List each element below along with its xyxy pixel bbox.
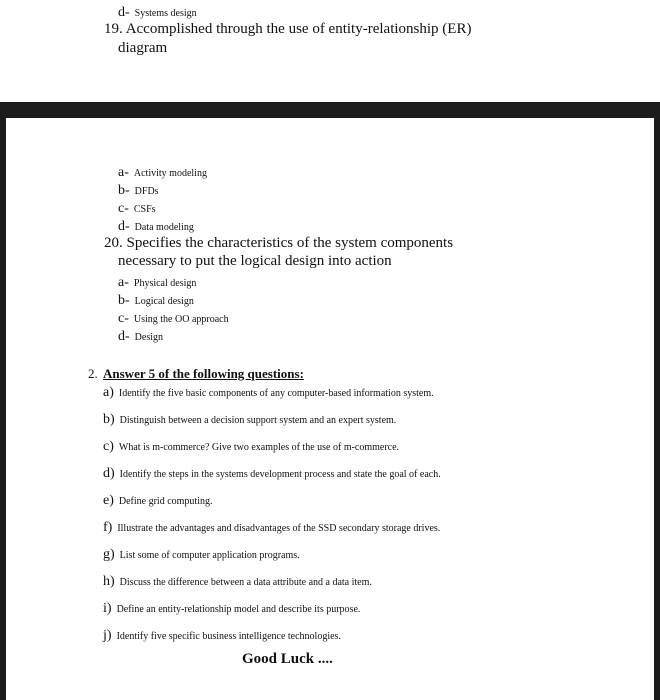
section-2-heading: [88, 366, 304, 382]
option-letter: d-: [118, 5, 130, 20]
q19-option-c: [118, 199, 156, 217]
q19-line1: [104, 21, 471, 38]
q20-option-b: [118, 291, 194, 309]
q19-option-d: [118, 217, 194, 235]
option-letter: b-: [118, 293, 130, 308]
question-item-a: [103, 383, 434, 401]
q19-text-line1: Accomplished through the use of entity-relationship (ER): [125, 21, 472, 37]
question-item-e: [103, 491, 212, 509]
item-letter: a): [103, 385, 114, 400]
option-text: DFDs: [134, 186, 159, 197]
q19-option-b: [118, 181, 159, 199]
item-letter: d): [103, 466, 115, 481]
item-letter: g): [103, 547, 115, 562]
item-text: Discuss the difference between a data attribute and a data item.: [119, 577, 372, 588]
q20-line2: necessary to put the logical design into action: [118, 253, 392, 269]
option-text: Data modeling: [134, 222, 194, 233]
q19-line2: diagram: [118, 40, 168, 56]
item-text: Identify the five basic components of any computer-based information system.: [118, 388, 434, 399]
item-text: Identify five specific business intelligence technologies.: [116, 631, 341, 642]
option-letter: d-: [118, 329, 130, 344]
question-item-g: [103, 545, 300, 563]
question-item-c: [103, 437, 399, 455]
section-number: 2.: [88, 366, 98, 381]
q20-number: 20.: [104, 235, 123, 251]
q20-option-d: [118, 327, 163, 345]
item-letter: i): [103, 601, 112, 616]
frame-edge-right: [654, 102, 660, 700]
page-divider: [0, 102, 660, 118]
option-text: Physical design: [133, 278, 197, 289]
option-letter: a-: [118, 165, 129, 180]
question-item-h: [103, 572, 372, 590]
option-text: Systems design: [134, 8, 197, 19]
question-item-i: [103, 599, 360, 617]
item-text: Distinguish between a decision support system and an expert system.: [119, 415, 397, 426]
q19-option-a: [118, 163, 207, 181]
q19-number: 19.: [104, 21, 123, 37]
item-letter: c): [103, 439, 114, 454]
q20-line1: [104, 235, 453, 252]
item-letter: b): [103, 412, 115, 427]
option-letter: b-: [118, 183, 130, 198]
option-text: Activity modeling: [133, 168, 207, 179]
option-text: Using the OO approach: [133, 314, 229, 325]
question-item-f: [103, 518, 440, 536]
page-top-fragment: [0, 0, 660, 102]
option-letter: d-: [118, 219, 130, 234]
option-letter: c-: [118, 201, 129, 216]
question-item-d: [103, 464, 441, 482]
question-item-b: [103, 410, 396, 428]
option-letter: c-: [118, 311, 129, 326]
option-text: Logical design: [134, 296, 194, 307]
item-text: What is m-commerce? Give two examples of the use of m-commerce.: [118, 442, 400, 453]
item-letter: j): [103, 628, 112, 643]
item-text: Identify the steps in the systems development process and state the goal of each.: [119, 469, 441, 480]
item-text: Define grid computing.: [118, 496, 213, 507]
item-letter: e): [103, 493, 114, 508]
q20-text-line1: Specifies the characteristics of the system components: [126, 235, 454, 251]
q20-option-c: [118, 309, 229, 327]
option-text: CSFs: [133, 204, 156, 215]
q18-option-d: [118, 3, 197, 21]
q20-option-a: [118, 273, 196, 291]
closing-message: Good Luck ....: [242, 651, 333, 667]
option-letter: a-: [118, 275, 129, 290]
question-item-j: [103, 626, 341, 644]
section-title: Answer 5 of the following questions:: [103, 366, 304, 381]
item-text: Define an entity-relationship model and describe its purpose.: [116, 604, 361, 615]
item-letter: f): [103, 520, 113, 535]
item-text: Illustrate the advantages and disadvantages of the SSD secondary storage drives.: [117, 523, 441, 534]
item-letter: h): [103, 574, 115, 589]
item-text: List some of computer application programs.: [119, 550, 300, 561]
frame-edge-left: [0, 102, 6, 700]
option-text: Design: [134, 332, 164, 343]
